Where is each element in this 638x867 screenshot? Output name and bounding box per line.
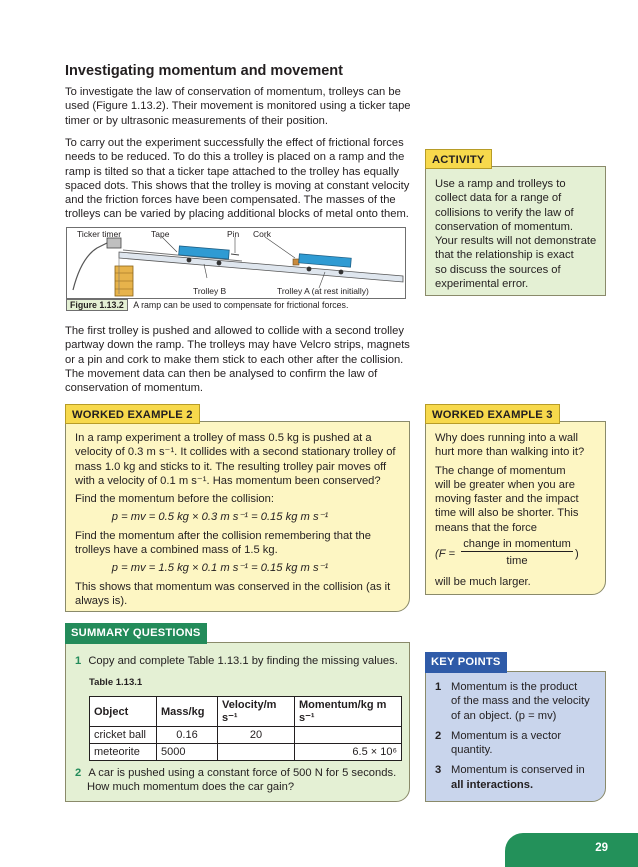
text-line: This shows that momentum was conserved in the collision (as it — [75, 580, 391, 593]
equation-after: p = mv = 1.5 kg × 0.1 m s⁻¹ = 0.15 kg m s⁻¹ — [111, 562, 329, 575]
key-points-tab: KEY POINTS — [425, 652, 507, 673]
label-pin: Pin — [227, 229, 240, 239]
label-trolley-a: Trolley A (at rest initially) — [277, 286, 369, 296]
table-row — [90, 727, 402, 744]
table-header-row — [90, 697, 402, 727]
text-line: velocity of 0.3 m s⁻¹. It collides with a second stationary trolley of — [75, 446, 396, 459]
text-line: Momentum is a vector — [451, 729, 562, 742]
text-line: partway down the ramp. The trolleys may have Velcro strips, magnets — [65, 339, 410, 352]
trolley-b-shape — [179, 246, 230, 259]
text-line: collect data for a range of — [435, 192, 562, 205]
summary-questions-tab: SUMMARY QUESTIONS — [65, 623, 207, 644]
page-number-tab — [505, 833, 638, 867]
section-heading: Investigating momentum and movement — [65, 63, 343, 79]
question-number: 2 — [75, 767, 82, 779]
table-cell: cricket ball — [90, 727, 157, 744]
text-line: Find the momentum before the collision: — [75, 493, 274, 506]
momentum-table — [89, 696, 402, 761]
text-line: The first trolley is pushed and allowed to collide with a second trolley — [65, 325, 404, 337]
key-point-item — [435, 729, 603, 758]
question-text: A car is pushed using a constant force of 500 N for 5 seconds. — [88, 767, 397, 779]
text-line: To investigate the law of conservation of momentum, trolleys can be — [65, 86, 401, 98]
text-line: that the relationship is exact — [435, 249, 574, 262]
figure-caption — [66, 300, 348, 310]
text-line: and the friction forces have been compensated. The masses of the — [65, 194, 396, 207]
column-header: Momentum/kg m s⁻¹ — [295, 697, 402, 727]
figure-ramp — [66, 227, 406, 299]
table-cell: meteorite — [90, 744, 157, 761]
column-header: Velocity/m s⁻¹ — [218, 697, 295, 727]
text-line: conservation of momentum. — [65, 382, 204, 395]
fraction-numerator: change in momentum — [461, 537, 573, 552]
text-line: spaced dots. This shows that the trolley is moving at constant velocity — [65, 179, 410, 192]
text-line: The movement data can then be analysed to confirm the law of — [65, 367, 378, 380]
text-line: or a pin and cork to make them stick to each other after the collision. — [65, 353, 404, 366]
key-point-item — [435, 680, 603, 723]
text-line: all interactions. — [451, 778, 534, 791]
intro-paragraph — [65, 85, 415, 128]
collision-paragraph — [65, 324, 415, 395]
column-header: Object — [90, 697, 157, 727]
text-line: used (Figure 1.13.2). Their movement is monitored using a ticker tape — [65, 100, 411, 113]
worked-example-3-content — [435, 431, 603, 589]
worked-example-2-tab: WORKED EXAMPLE 2 — [65, 404, 200, 424]
activity-text — [435, 177, 605, 291]
summary-q2 — [75, 766, 405, 795]
ramp — [119, 252, 403, 282]
text-line: Use a ramp and trolleys to — [435, 178, 566, 190]
text-line: will be greater when you are — [435, 478, 575, 491]
text-line: collisions to verify the law of — [435, 206, 574, 219]
text-line: moving faster and the impact — [435, 493, 579, 506]
text-line: Your results will not demonstrate — [435, 235, 597, 248]
text-line: with a velocity of 0.1 m s⁻¹. Has momentum been conserved? — [75, 474, 381, 487]
trolley-a-shape — [299, 254, 352, 267]
key-point-number: 2 — [435, 729, 442, 742]
question-text: Copy and complete Table 1.13.1 by finding the missing values. — [88, 655, 398, 667]
table-cell: 6.5 × 10⁶ — [295, 744, 402, 761]
text-line: experimental error. — [435, 278, 529, 291]
text-line: Momentum is conserved in — [451, 764, 585, 777]
ticker-timer-shape — [107, 238, 121, 248]
label-ticker-timer: Ticker timer — [77, 229, 122, 239]
friction-paragraph — [65, 136, 415, 222]
text-line: In a ramp experiment a trolley of mass 0.5 kg is pushed at a — [75, 432, 372, 444]
text-line: will be much larger. — [435, 576, 531, 589]
table-cell: 20 — [218, 727, 295, 744]
table-cell — [295, 727, 402, 744]
force-fraction — [435, 537, 603, 571]
key-points-list — [435, 680, 603, 792]
text-line: Find the momentum after the collision remembering that the — [75, 529, 371, 542]
figure-caption-text: A ramp can be used to compensate for frictional forces. — [133, 300, 349, 310]
key-point-number: 3 — [435, 764, 442, 777]
label-trolley-b: Trolley B — [193, 286, 227, 296]
text-line: needs to be reduced. To do this a trolley is placed on a ramp and the — [65, 151, 405, 164]
text-line: Why does running into a wall — [435, 432, 579, 444]
table-cell — [218, 744, 295, 761]
fraction-suffix: ) — [575, 548, 579, 561]
text-line: conservation of momentum. — [435, 220, 574, 233]
equation-before: p = mv = 0.5 kg × 0.3 m s⁻¹ = 0.15 kg m s⁻¹ — [111, 511, 329, 524]
worked-example-2-content — [75, 431, 405, 608]
text-line: hurt more than walking into it? — [435, 446, 585, 459]
text-line: always is). — [75, 594, 128, 607]
label-cork: Cork — [253, 229, 271, 239]
text-line: The change of momentum — [435, 464, 566, 477]
text-line: of the mass and the velocity — [451, 695, 590, 708]
page-number: 29 — [595, 842, 608, 854]
text-line: ramp is tilted so that a ticker tape attached to the trolley has equally — [65, 165, 399, 178]
key-point-item — [435, 763, 603, 792]
question-number: 1 — [75, 655, 82, 667]
text-line: Momentum is the product — [451, 681, 578, 693]
fraction-prefix: (F = — [435, 548, 455, 561]
text-line: trolleys have a combined mass of 1.5 kg. — [75, 544, 278, 557]
text-line: quantity. — [451, 744, 493, 757]
fraction-denominator: time — [506, 555, 528, 568]
table-cell: 0.16 — [157, 727, 218, 744]
text-line: of an object. (p = mv) — [451, 709, 557, 722]
text-line: so discuss the sources of — [435, 263, 561, 276]
summary-q1 — [75, 654, 405, 668]
table-title: Table 1.13.1 — [89, 677, 143, 688]
text-line: To carry out the experiment successfully the effect of frictional forces — [65, 137, 404, 149]
question-text: How much momentum does the car gain? — [87, 781, 295, 794]
text-line: trolleys can be varied by placing additional blocks of metal onto them. — [65, 208, 409, 221]
column-header: Mass/kg — [157, 697, 218, 727]
text-line: time will also be shorter. This — [435, 507, 579, 520]
text-line: means that the force — [435, 521, 537, 534]
worked-example-3-tab: WORKED EXAMPLE 3 — [425, 404, 560, 424]
label-tape: Tape — [151, 229, 170, 239]
table-cell: 5000 — [157, 744, 218, 761]
text-line: timer or by ultrasonic measurements of their position. — [65, 114, 329, 127]
text-line: mass 1.0 kg and sticks to it. The resulting trolley pair moves off — [75, 460, 387, 473]
table-row — [90, 744, 402, 761]
activity-tab: ACTIVITY — [425, 149, 492, 169]
figure-caption-label: Figure 1.13.2 — [66, 299, 128, 311]
key-point-number: 1 — [435, 681, 442, 693]
